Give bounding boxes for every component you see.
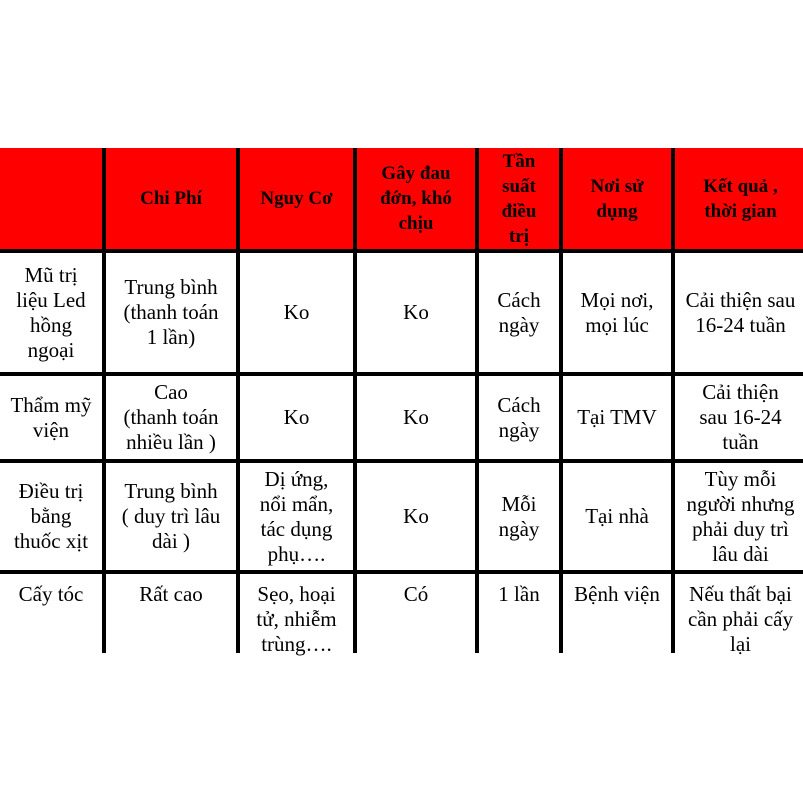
- table-cell-result: Cải thiện sau 16-24 tuần: [675, 253, 803, 372]
- comparison-table: [0, 148, 803, 656]
- table-cell-risk: Ko: [240, 253, 353, 372]
- header-cell-risk: Nguy Cơ: [240, 148, 353, 249]
- table-cell-result: Nếu thất bại cần phải cấy lại: [675, 574, 803, 661]
- table-cell-pain: Ko: [357, 253, 475, 372]
- table-cell-place: Tại nhà: [563, 463, 671, 570]
- table-cell-pain: Có: [357, 574, 475, 661]
- header-cell-blank: [0, 148, 102, 249]
- table-cell-result: Tùy mỗi người nhưng phải duy trì lâu dài: [675, 463, 803, 570]
- table-cell-risk: Dị ứng, nổi mẩn, tác dụng phụ….: [240, 463, 353, 570]
- header-cell-pain: Gây đau đớn, khó chịu: [357, 148, 475, 249]
- table-cell-cost: Rất cao: [106, 574, 236, 661]
- table-cell-place: Bệnh viện: [563, 574, 671, 661]
- table-cell-frequency: Cách ngày: [479, 253, 559, 372]
- table-cell-method: Mũ trị liệu Led hồng ngoại: [0, 253, 102, 372]
- table-cell-frequency: 1 lần: [479, 574, 559, 661]
- header-cell-cost: Chi Phí: [106, 148, 236, 249]
- table-cell-cost: Trung bình (thanh toán 1 lần): [106, 253, 236, 372]
- table-cell-pain: Ko: [357, 376, 475, 459]
- table-cell-cost: Cao (thanh toán nhiều lần ): [106, 376, 236, 459]
- table-cell-result: Cải thiện sau 16-24 tuần: [675, 376, 803, 459]
- table-cell-frequency: Mỗi ngày: [479, 463, 559, 570]
- table-cell-place: Tại TMV: [563, 376, 671, 459]
- table-cell-risk: Ko: [240, 376, 353, 459]
- table-cell-frequency: Cách ngày: [479, 376, 559, 459]
- header-cell-frequency: Tần suất điều trị: [479, 148, 559, 249]
- table-cell-risk: Sẹo, hoại tử, nhiễm trùng….: [240, 574, 353, 661]
- header-cell-place: Nơi sử dụng: [563, 148, 671, 249]
- table-cell-method: Điều trị bằng thuốc xịt: [0, 463, 102, 570]
- table-cell-pain: Ko: [357, 463, 475, 570]
- table-cell-place: Mọi nơi, mọi lúc: [563, 253, 671, 372]
- table-cell-cost: Trung bình ( duy trì lâu dài ): [106, 463, 236, 570]
- header-cell-result: Kết quả , thời gian: [675, 148, 803, 249]
- table-cell-method: Cấy tóc: [0, 574, 102, 661]
- table-cell-method: Thẩm mỹ viện: [0, 376, 102, 459]
